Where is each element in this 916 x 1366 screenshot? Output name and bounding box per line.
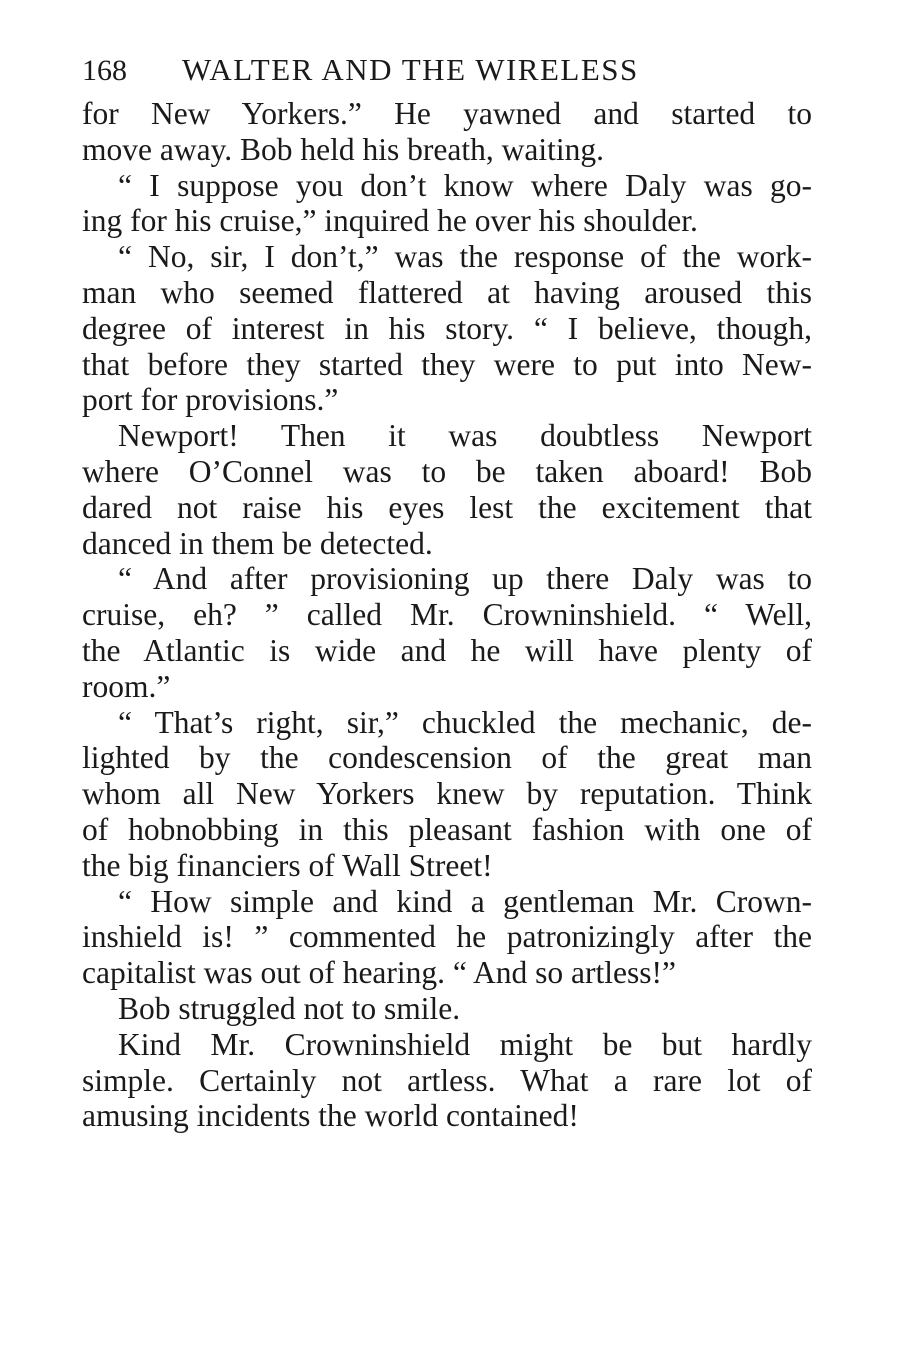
- text-line: Kind Mr. Crowninshield might be but hardly: [118, 1026, 812, 1062]
- text-line: “ No, sir, I don’t,” was the response of the work-: [118, 239, 812, 275]
- text-line: “ I suppose you don’t know where Daly was go-: [118, 167, 812, 203]
- text-line: inshield is! ” commented he patronizingly after the: [82, 919, 812, 955]
- paragraph: [82, 991, 812, 1027]
- paragraph: [82, 1027, 812, 1134]
- text-line: move away. Bob held his breath, waiting.: [82, 131, 604, 167]
- text-line: Newport! Then it was doubtless Newport: [118, 418, 812, 454]
- paragraph: [82, 705, 812, 884]
- text-line: where O’Connel was to be taken aboard! Bob: [82, 453, 812, 489]
- paragraph: [82, 418, 812, 561]
- text-line: the big financiers of Wall Street!: [82, 847, 493, 883]
- text-line: capitalist was out of hearing. “ And so artless!”: [82, 955, 676, 991]
- text-line: danced in them be detected.: [82, 525, 433, 561]
- paragraph: [82, 96, 812, 168]
- text-line: room.”: [82, 668, 171, 704]
- paragraph: [82, 239, 812, 418]
- text-line: Bob struggled not to smile.: [118, 990, 461, 1026]
- text-line: “ That’s right, sir,” chuckled the mechanic, de-: [118, 704, 812, 740]
- running-title: WALTER AND THE WIRELESS: [182, 52, 639, 87]
- text-line: for New Yorkers.” He yawned and started to: [82, 96, 812, 131]
- text-line: man who seemed flattered at having aroused this: [82, 274, 812, 310]
- text-line: of hobnobbing in this pleasant fashion with one of: [82, 811, 812, 847]
- text-line: lighted by the condescension of the great man: [82, 740, 812, 776]
- text-line: simple. Certainly not artless. What a rare lot of: [82, 1062, 812, 1098]
- running-head: [82, 52, 812, 92]
- text-line: degree of interest in his story. “ I believe, though,: [82, 310, 812, 346]
- text-line: the Atlantic is wide and he will have plenty of: [82, 632, 812, 668]
- text-line: “ How simple and kind a gentleman Mr. Crown-: [118, 883, 812, 919]
- text-line: dared not raise his eyes lest the excitement that: [82, 489, 812, 525]
- body-text: [82, 96, 812, 1134]
- text-line: whom all New Yorkers knew by reputation. Think: [82, 776, 812, 812]
- page-number: 168: [82, 54, 127, 87]
- text-line: ing for his cruise,” inquired he over his shoulder.: [82, 203, 698, 239]
- text-line: cruise, eh? ” called Mr. Crowninshield. “ Well,: [82, 597, 812, 633]
- text-line: “ And after provisioning up there Daly was to: [118, 561, 812, 597]
- paragraph: [82, 561, 812, 704]
- text-line: amusing incidents the world contained!: [82, 1098, 579, 1134]
- text-line: that before they started they were to put into New-: [82, 346, 812, 382]
- paragraph: [82, 884, 812, 991]
- book-page: [82, 52, 812, 1134]
- text-line: port for provisions.”: [82, 382, 339, 418]
- paragraph: [82, 168, 812, 240]
